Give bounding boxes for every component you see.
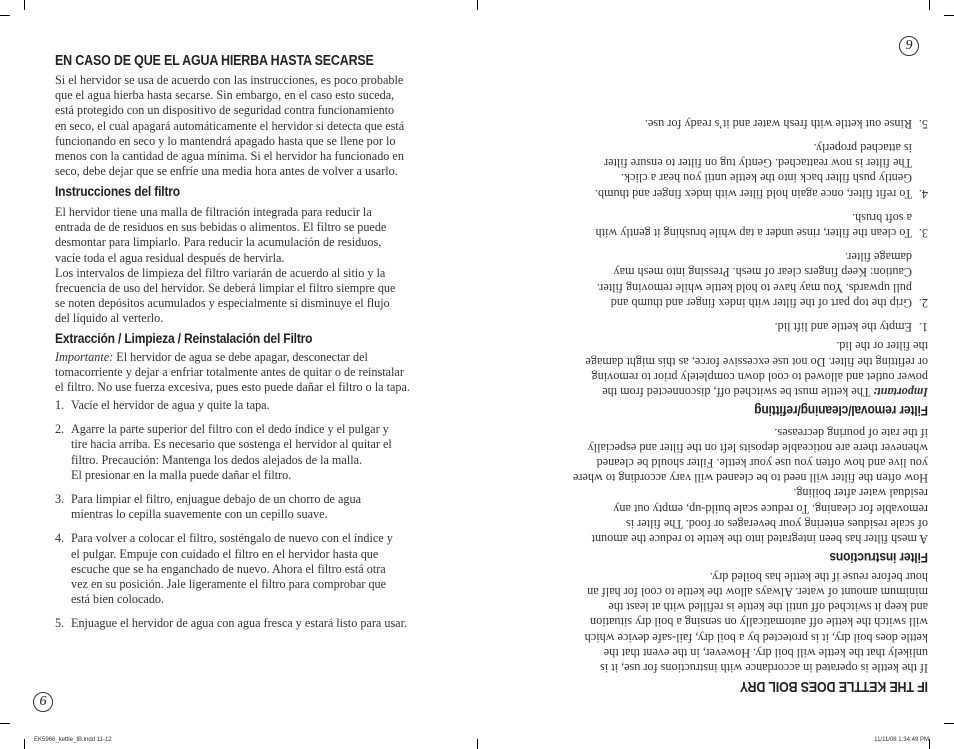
steps-list — [518, 107, 928, 334]
step-text: To refit filter, once again hold filter with index finger and thumb. — [594, 186, 912, 201]
text-line: whenever there are noticeable deposits left on the filter and especially — [587, 440, 928, 455]
text-line: of scale residues entering your beverages or food. The filter is — [626, 516, 928, 531]
text-line: entrada de de residuos en sus bebidas o alimentos. El filtro se puede — [55, 220, 387, 235]
step-number: 4. — [918, 186, 928, 201]
steps-list — [55, 398, 465, 641]
text-line: How often the filter will need to be cleaned will vary according to where — [573, 471, 928, 486]
text-line: está protegido con un dispositivo de seguridad contra funcionamiento — [55, 103, 395, 118]
filter-paragraph — [528, 424, 928, 546]
text-line: minimum amount of water. Always allow the kettle to cool for half an — [587, 584, 928, 599]
important-paragraph — [518, 338, 928, 399]
important-line: The kettle must be switched off, disconnected from the — [602, 385, 874, 399]
step-number: 1. — [55, 398, 65, 412]
text-line: que el agua hierba hasta secarse. Sin embargo, en el caso esto suceda, — [55, 88, 395, 103]
text-line: menos con la cantidad de agua mínima. Si el hervidor ha funcionado en — [55, 149, 404, 164]
step-number: 4. — [55, 531, 65, 546]
text-line: kettle does boil dry, it is protected by a boil dry, fail-safe device which — [584, 630, 928, 645]
step-text: Vacíe el hervidor de agua y quite la tapa. — [71, 398, 270, 412]
step-number: 5. — [918, 116, 928, 131]
list-item — [55, 398, 465, 413]
step-text: tire hacia arriba. Es necesario que sostenga el hervidor al quitar el — [71, 437, 392, 452]
list-item — [55, 531, 465, 607]
list-item — [518, 140, 928, 201]
important-paragraph — [55, 350, 465, 396]
text-line: frecuencia de uso del hervidor. Se deberá limpiar el filtro siempre que — [55, 281, 396, 296]
important-line: the filter or the lid. — [836, 339, 928, 354]
list-item — [518, 249, 928, 310]
step-text: pull upwards. You may have to hold kettle while removing filter. — [596, 280, 912, 295]
step-text: damage filter. — [844, 250, 912, 265]
text-line: se noten depósitos acumulados y especialmente si disminuye el flujo — [55, 296, 390, 311]
step-text: Agarre la parte superior del filtro con el dedo índice y el pulgar y — [71, 422, 389, 437]
text-line: you live and how often you use your kettle. Filter should be cleaned — [596, 455, 928, 470]
step-text: To clean the filter, rinse under a tap while brushing it gently with — [595, 225, 912, 240]
filter-paragraph — [55, 205, 455, 327]
list-item — [55, 422, 465, 483]
text-line: seco, debe dejar que se enfríe una media hora antes de volver a usarlo. — [55, 164, 398, 179]
text-line: del líquido al verterlo. — [55, 311, 164, 326]
important-line: el filtro. No use fuerza excesiva, pues esto puede dañar el filtro o la tapa. — [55, 380, 410, 395]
text-line: unlikely that the kettle will boil dry. However, in the event that the — [603, 645, 928, 660]
step-text: el pulgar. Empuje con cuidado el filtro en el hervidor hasta que — [71, 546, 379, 561]
step-text: Caution: Keep fingers clear of mesh. Pressing into mesh may — [613, 265, 912, 280]
removal-heading: Filter removal/cleaning/refitting — [754, 403, 928, 419]
step-text: Para volver a colocar el filtro, sosténgalo de nuevo con el índice y — [71, 531, 393, 546]
step-text: Rinse out kettle with fresh water and it’s ready for use. — [644, 116, 912, 131]
step-text: El presionar en la malla puede dañar el filtro. — [71, 467, 292, 482]
important-line: tomacorriente y dejar a enfriar totalmente antes de quitar o de reinstalar — [55, 365, 404, 380]
step-number: 3. — [918, 225, 928, 240]
right-page — [477, 0, 954, 749]
step-number: 2. — [55, 422, 65, 437]
footer-filename: EK5966_kettle_IB.indd 11-12 — [34, 737, 112, 743]
list-item — [518, 210, 928, 240]
step-text: vez en su posición. Jale ligeramente el filtro para comprobar que — [71, 577, 387, 592]
text-line: Si el hervidor se usa de acuerdo con las instrucciones, es poco probable — [55, 73, 404, 87]
important-label: Important: — [873, 385, 928, 399]
step-text: filtro. Precaución: Mantenga los dedos alejados de la malla. — [71, 452, 363, 467]
step-text: Grip the top part of the filter with index finger and thumb and — [610, 295, 912, 310]
step-number: 3. — [55, 492, 65, 507]
text-line: If the kettle is operated in accordance with instructions for use, it is — [600, 661, 928, 675]
important-label: Importante: — [55, 350, 114, 364]
text-line: if the rate of pouring decreases. — [774, 425, 928, 440]
step-text: The filter is now reattached. Gently tug on filter to ensure filter — [604, 156, 912, 171]
page-title: EN CASO DE QUE EL AGUA HIERBA HASTA SECARSE — [55, 53, 374, 69]
text-line: funcionando en seco y lo mantendrá apagado hasta que se llene por lo — [55, 133, 396, 148]
step-text: Para limpiar el filtro, enjuague debajo de un chorro de agua — [71, 492, 362, 507]
filter-heading: Filter instructions — [829, 550, 928, 566]
footer-timestamp: 11/11/08 1:34:49 PM — [874, 737, 929, 743]
step-text: está bien colocado. — [71, 592, 165, 607]
step-number: 5. — [55, 616, 65, 631]
step-text: is attached properly. — [813, 140, 912, 155]
important-line: power outlet and allowed to cool down completely prior to removing — [591, 369, 928, 384]
text-line: en seco, el cual apagará automáticamente el hervidor si detecta que está — [55, 118, 405, 133]
text-line: will switch the kettle off automatically on sensing a boil dry situation — [590, 615, 928, 630]
page-title: IF THE KETTLE DOES BOIL DRY — [740, 678, 928, 694]
intro-paragraph — [528, 569, 928, 675]
step-text: mientras lo cepilla suavemente con un cepillo suave. — [71, 507, 328, 522]
page-number: 9 — [899, 36, 919, 56]
step-number: 1. — [918, 320, 928, 334]
text-line: removable for cleaning. To reduce scale build-up, empty out any — [613, 501, 928, 516]
list-item — [55, 616, 465, 631]
rotated-content — [477, 0, 954, 749]
step-text: Gently push filter back into the kettle until you hear a click. — [620, 171, 912, 186]
important-line: or refitting the filter. Do not use excessive force, as this might damage — [585, 354, 928, 369]
text-line: vacíe toda el agua residual después de hervirla. — [55, 250, 285, 265]
text-line: residual water after boiling. — [793, 486, 928, 501]
filter-heading: Instrucciones del filtro — [55, 183, 180, 199]
extract-heading: Extracción / Limpieza / Reinstalación del Filtro — [55, 330, 313, 346]
important-line: El hervidor de agua se debe apagar, desconectar del — [113, 350, 368, 364]
text-line: desmontar para limpiarlo. Para reducir la acumulación de residuos, — [55, 235, 382, 250]
text-line: El hervidor tiene una malla de filtración integrada para reducir la — [55, 205, 372, 219]
step-text: escuche que se ha enganchado de nuevo. Ahora el filtro está otra — [71, 561, 386, 576]
text-line: A mesh filter has been integrated into the kettle to reduce the amount — [591, 532, 928, 546]
list-item — [518, 116, 928, 131]
step-number: 2. — [918, 295, 928, 310]
list-item — [518, 319, 928, 334]
text-line: and keep it switched off until the kettle is refilled with at least the — [608, 600, 928, 615]
step-text: Empty the kettle and lift lid. — [774, 320, 912, 334]
step-text: Enjuague el hervidor de agua con agua fresca y estará listo para usar. — [71, 616, 408, 631]
page-number: 6 — [33, 692, 53, 712]
text-line: Los intervalos de limpieza del filtro variarán de acuerdo al sitio y la — [55, 265, 386, 280]
step-text: a soft brush. — [852, 210, 912, 225]
list-item — [55, 492, 465, 522]
intro-paragraph — [55, 73, 455, 179]
text-line: hour before reuse if the kettle has boiled dry. — [709, 569, 928, 584]
